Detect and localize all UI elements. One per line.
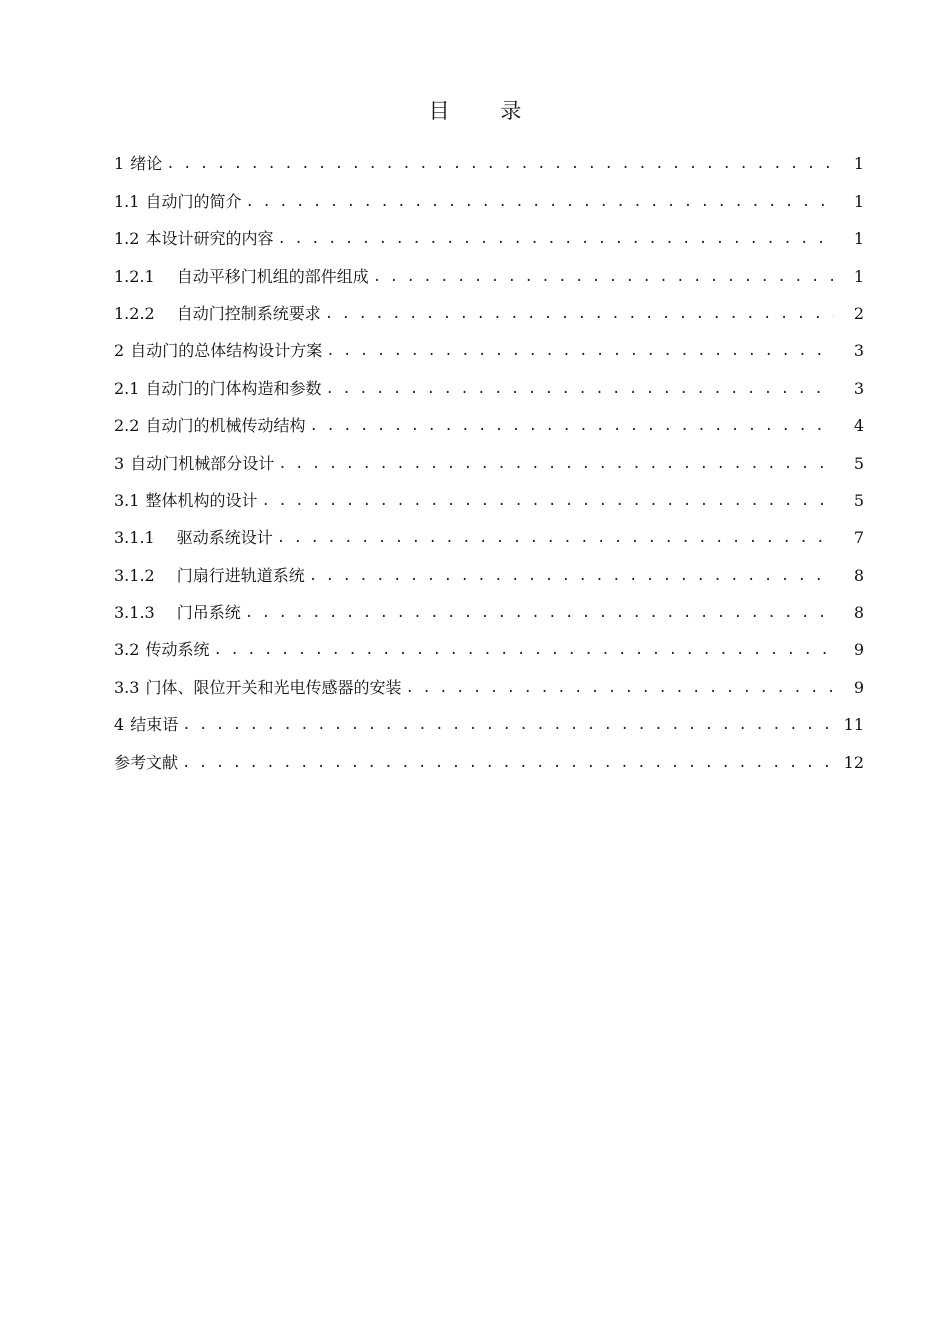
- toc-entry[interactable]: [114, 329, 864, 366]
- toc-leader-dots: [261, 486, 834, 516]
- toc-leader-dots: [325, 374, 834, 404]
- toc-entry-text: 门扇行进轨道系统: [176, 565, 305, 585]
- toc-entry-label: [114, 262, 373, 292]
- toc-leader-dots: [245, 598, 834, 628]
- toc-leader-dots: [278, 449, 834, 479]
- toc-entry-text: 绪论: [130, 154, 163, 174]
- toc-entry-label: [114, 187, 245, 217]
- toc-entry-page-number: 9: [853, 677, 864, 697]
- toc-entry-label: [114, 224, 277, 254]
- toc-entry-label: [114, 710, 182, 740]
- toc-entry-text: 自动门的总体结构设计方案: [130, 341, 323, 361]
- toc-entry-number: 2.2: [114, 416, 140, 436]
- toc-leader-dots: [277, 523, 834, 553]
- toc-entry-page-number: 1: [853, 229, 864, 249]
- toc-leader-dots: [373, 262, 834, 292]
- toc-entry-label: [114, 374, 325, 404]
- toc-entry[interactable]: [114, 404, 864, 441]
- toc-entry-page-number: 5: [853, 453, 864, 473]
- toc-entry-label: [114, 523, 277, 553]
- toc-entry-label: [114, 336, 326, 366]
- toc-entry-number: 1.2: [114, 229, 140, 249]
- toc-entry-number: 3.3: [114, 677, 140, 697]
- toc-entry-page-number: 5: [853, 490, 864, 510]
- toc-entry-page-number: 1: [853, 266, 864, 286]
- toc-entry[interactable]: [114, 479, 864, 516]
- toc-entry-number: 3.1: [114, 490, 140, 510]
- toc-entry-number: 1.2.1: [114, 266, 155, 286]
- toc-entry[interactable]: [114, 254, 864, 291]
- toc-entry-page-number: 9: [853, 640, 864, 660]
- toc-entry-label: [114, 748, 182, 778]
- toc-entry-text: 参考文献: [114, 752, 179, 772]
- toc-entry-text: 门体、限位开关和光电传感器的安装: [145, 677, 402, 697]
- toc-entry[interactable]: [114, 591, 864, 628]
- toc-title: 目 录: [428, 99, 544, 123]
- toc-leader-dots: [325, 299, 834, 329]
- toc-leader-dots: [182, 748, 834, 778]
- toc-entry-number: 3.1.2: [114, 565, 155, 585]
- toc-entry-label: [114, 299, 325, 329]
- toc-entry-number: 3.1.3: [114, 603, 155, 623]
- toc-entry-text: 驱动系统设计: [176, 528, 273, 548]
- toc-entry-label: [114, 598, 245, 628]
- toc-entry-page-number: 8: [853, 603, 864, 623]
- toc-entry-page-number: 1: [853, 191, 864, 211]
- toc-entry-text: 自动门的简介: [145, 191, 242, 211]
- toc-leader-dots: [182, 710, 834, 740]
- table-of-contents: [114, 142, 864, 778]
- toc-entry-number: 1.1: [114, 191, 140, 211]
- toc-entry-label: [114, 486, 261, 516]
- toc-entry[interactable]: [114, 179, 864, 216]
- toc-entry-page-number: 11: [843, 715, 864, 735]
- toc-leader-dots: [245, 187, 834, 217]
- toc-entry[interactable]: [114, 553, 864, 590]
- toc-entry-text: 自动平移门机组的部件组成: [176, 266, 369, 286]
- toc-entry-text: 自动门控制系统要求: [176, 303, 321, 323]
- toc-leader-dots: [309, 561, 834, 591]
- toc-entry[interactable]: [114, 665, 864, 702]
- toc-entry-number: 4: [114, 715, 125, 735]
- toc-entry[interactable]: [114, 441, 864, 478]
- toc-entry-page-number: 8: [853, 565, 864, 585]
- toc-entry-number: 3.2: [114, 640, 140, 660]
- toc-entry-page-number: 4: [853, 416, 864, 436]
- toc-entry-label: [114, 449, 278, 479]
- toc-entry-text: 自动门机械部分设计: [130, 453, 275, 473]
- toc-entry-text: 门吊系统: [176, 603, 241, 623]
- toc-entry[interactable]: [114, 740, 864, 777]
- toc-entry-label: [114, 149, 166, 179]
- toc-entry-text: 自动门的机械传动结构: [145, 416, 306, 436]
- toc-entry-number: 2: [114, 341, 125, 361]
- toc-entry-page-number: 1: [853, 154, 864, 174]
- toc-entry-text: 传动系统: [145, 640, 210, 660]
- toc-leader-dots: [277, 224, 834, 254]
- toc-entry[interactable]: [114, 703, 864, 740]
- toc-entry-label: [114, 411, 309, 441]
- toc-entry-text: 自动门的门体构造和参数: [145, 378, 322, 398]
- toc-entry-number: 1.2.2: [114, 303, 155, 323]
- toc-entry-text: 整体机构的设计: [145, 490, 258, 510]
- toc-entry-label: [114, 635, 213, 665]
- toc-leader-dots: [405, 673, 834, 703]
- toc-entry[interactable]: [114, 366, 864, 403]
- toc-entry-label: [114, 673, 405, 703]
- toc-entry[interactable]: [114, 217, 864, 254]
- toc-entry-text: 结束语: [130, 715, 179, 735]
- toc-leader-dots: [309, 411, 834, 441]
- toc-entry-number: 3.1.1: [114, 528, 155, 548]
- toc-entry[interactable]: [114, 628, 864, 665]
- toc-entry-page-number: 12: [843, 752, 864, 772]
- toc-entry-page-number: 3: [853, 378, 864, 398]
- toc-leader-dots: [326, 336, 834, 366]
- toc-entry[interactable]: [114, 516, 864, 553]
- toc-entry[interactable]: [114, 292, 864, 329]
- toc-leader-dots: [166, 149, 834, 179]
- toc-entry-page-number: 2: [853, 303, 864, 323]
- toc-entry-number: 2.1: [114, 378, 140, 398]
- toc-entry-number: 1: [114, 154, 125, 174]
- toc-entry-page-number: 3: [853, 341, 864, 361]
- toc-entry-page-number: 7: [853, 528, 864, 548]
- toc-entry-label: [114, 561, 309, 591]
- toc-entry[interactable]: [114, 142, 864, 179]
- toc-entry-text: 本设计研究的内容: [145, 229, 274, 249]
- toc-entry-number: 3: [114, 453, 125, 473]
- toc-leader-dots: [213, 635, 834, 665]
